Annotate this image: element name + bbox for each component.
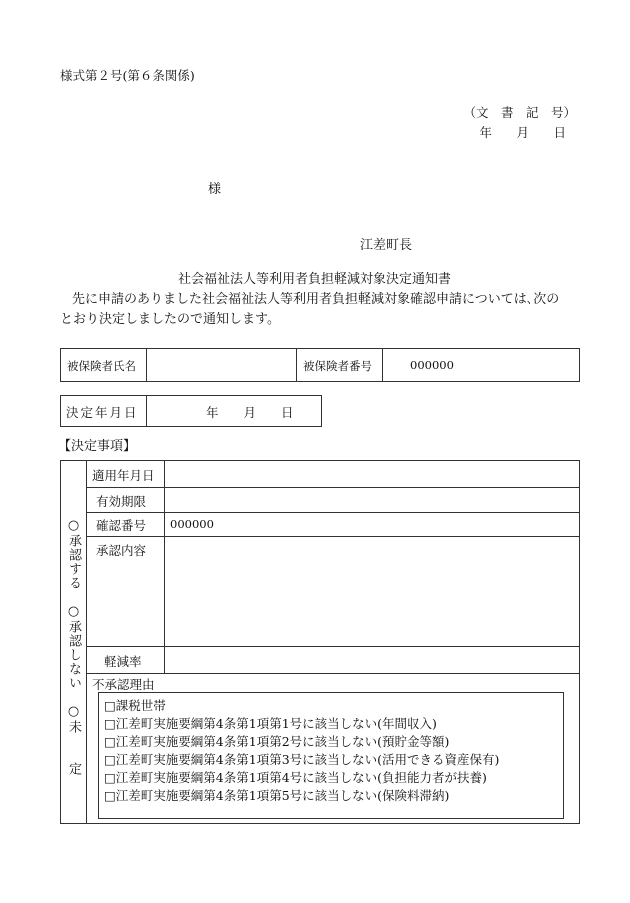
approval-content-label: 承認内容	[96, 543, 147, 558]
insured-name-label: 被保険者氏名	[67, 359, 136, 373]
confirmation-number-label: 確認番号	[96, 518, 147, 533]
reason-item: □江差町実施要綱第4条第1項第3号に該当しない(活用できる資産保有)	[104, 752, 500, 767]
confirmation-number-value: 000000	[170, 517, 214, 531]
document-number: （文 書 記 号）	[463, 105, 576, 120]
issuer-name: 江差町長	[360, 238, 413, 253]
decision-options: ○承認する ○承認しない ○未 定	[66, 518, 81, 776]
decision-date-value: 年 月 日	[206, 405, 294, 420]
issue-date: 年 月 日	[479, 125, 572, 140]
form-number: 様式第２号(第６条関係)	[60, 68, 195, 83]
reason-item: □江差町実施要綱第4条第1項第4号に該当しない(負担能力者が扶養)	[104, 770, 487, 785]
reason-item: □江差町実施要綱第4条第1項第2号に該当しない(預貯金等額)	[104, 734, 450, 749]
application-date-label: 適用年月日	[92, 468, 155, 483]
reason-item: □江差町実施要綱第4条第1項第5号に該当しない(保険料滞納)	[104, 788, 450, 803]
reason-item: □課税世帯	[104, 698, 166, 713]
body-text-line-1: 先に申請のありました社会福祉法人等利用者負担軽減対象確認申請については､次の	[72, 292, 560, 307]
decision-section-title: 【決定事項】	[58, 439, 137, 454]
decision-date-label: 決定年月日	[66, 405, 139, 420]
insured-number-value: 000000	[410, 358, 454, 372]
document-title: 社会福祉法人等利用者負担軽減対象決定通知書	[178, 272, 452, 287]
expiration-label: 有効期限	[96, 494, 147, 509]
rejection-reason-label: 不承認理由	[92, 677, 155, 692]
addressee-suffix: 様	[208, 182, 222, 197]
insured-number-label: 被保険者番号	[303, 359, 372, 373]
reduction-rate-label: 軽減率	[104, 654, 142, 669]
body-text-line-2: とおり決定しましたので通知します。	[60, 312, 280, 327]
reason-item: □江差町実施要綱第4条第1項第1号に該当しない(年間収入)	[104, 716, 437, 731]
